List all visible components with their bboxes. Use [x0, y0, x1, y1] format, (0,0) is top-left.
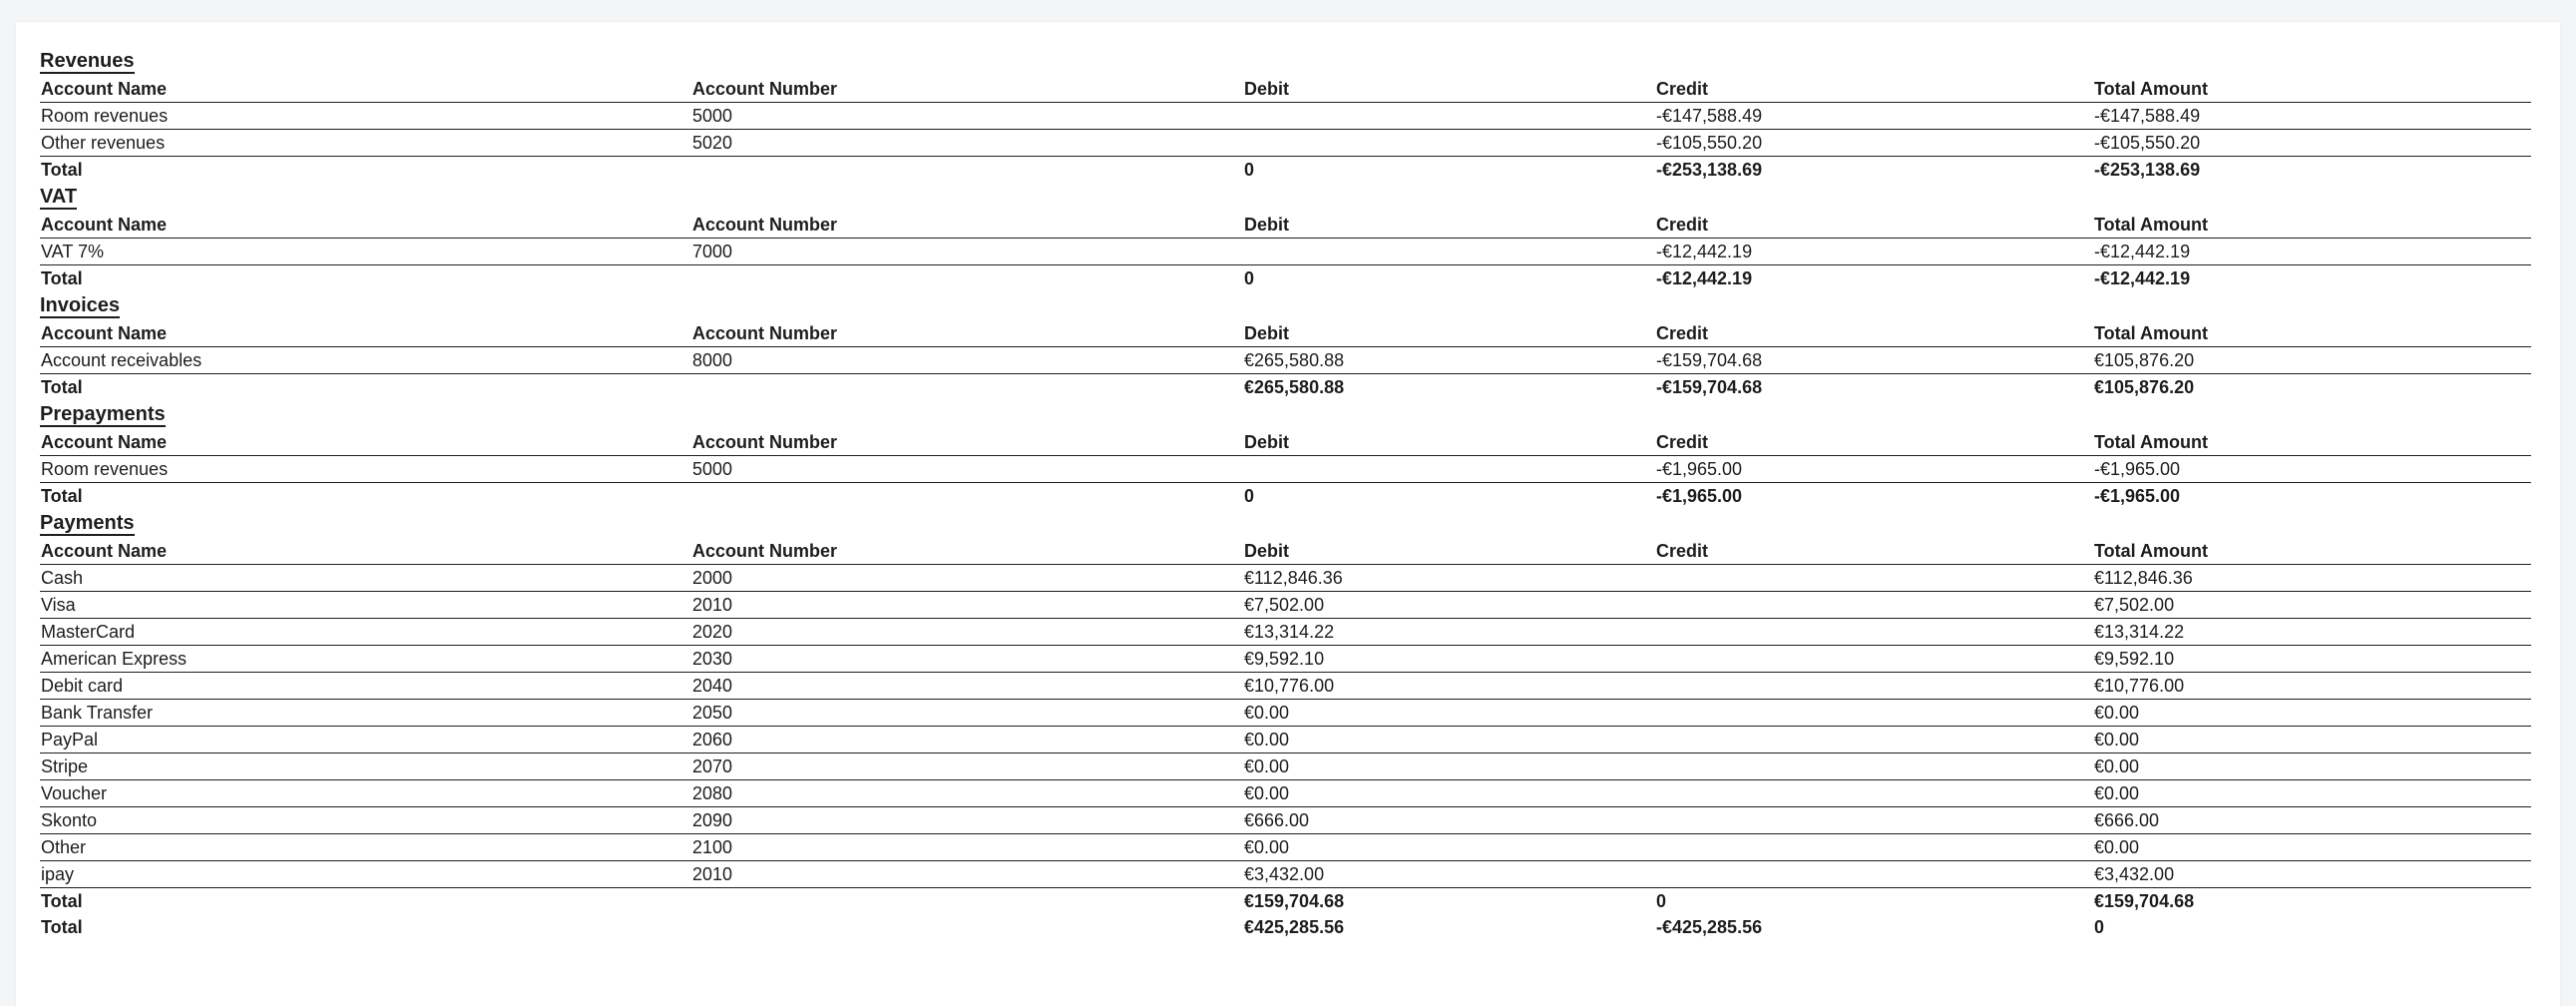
column-header-account-name: Account Name — [40, 429, 691, 456]
cell-account-number: 5000 — [691, 103, 1243, 130]
grand-total-table — [40, 914, 2531, 940]
column-header-debit: Debit — [1243, 429, 1655, 456]
table-row — [40, 130, 2531, 157]
column-header-credit: Credit — [1655, 429, 2093, 456]
cell-account-number: 5020 — [691, 130, 1243, 157]
cell-total-amount: €0.00 — [2093, 754, 2531, 780]
cell-debit: €159,704.68 — [1244, 891, 1345, 911]
cell-debit: €112,846.36 — [1243, 565, 1655, 592]
cell-total-amount: -€12,442.19 — [2094, 268, 2191, 288]
cell-total-amount: €0.00 — [2093, 727, 2531, 754]
column-header-total-amount: Total Amount — [2093, 212, 2531, 239]
cell-credit: -€1,965.00 — [1656, 486, 1743, 506]
cell-total-amount: -€1,965.00 — [2093, 456, 2531, 483]
cell-debit: €0.00 — [1243, 780, 1655, 807]
cell-debit: 0 — [1244, 268, 1255, 288]
cell-account-number — [691, 888, 1243, 915]
section-total-row — [40, 483, 2531, 510]
table-row — [40, 780, 2531, 807]
column-header-credit: Credit — [1655, 538, 2093, 565]
cell-credit: -€105,550.20 — [1655, 130, 2093, 157]
cell-account-name: Account receivables — [40, 347, 691, 374]
cell-account-number — [691, 483, 1243, 510]
cell-debit — [1243, 239, 1655, 265]
cell-debit — [1243, 456, 1655, 483]
column-header-credit: Credit — [1655, 76, 2093, 103]
cell-credit: -€159,704.68 — [1656, 377, 1763, 397]
cell-account-name: Stripe — [40, 754, 691, 780]
cell-debit: 0 — [1244, 160, 1255, 180]
cell-account-name: Total — [41, 268, 83, 288]
section-table-invoices — [40, 320, 2531, 400]
cell-credit: 0 — [1656, 891, 1667, 911]
cell-total-amount: €105,876.20 — [2094, 377, 2195, 397]
table-header-row — [40, 76, 2531, 103]
table-header-row — [40, 538, 2531, 565]
column-header-account-name: Account Name — [40, 320, 691, 347]
table-row — [40, 103, 2531, 130]
cell-account-name: Total — [41, 377, 83, 397]
cell-credit: -€253,138.69 — [1656, 160, 1763, 180]
cell-credit — [1655, 646, 2093, 673]
table-header-row — [40, 212, 2531, 239]
cell-account-name: Visa — [40, 592, 691, 619]
cell-account-name: Bank Transfer — [40, 700, 691, 727]
grand-total-row — [40, 914, 2531, 940]
cell-total-amount: €159,704.68 — [2094, 891, 2195, 911]
cell-account-name: Voucher — [40, 780, 691, 807]
column-header-debit: Debit — [1243, 538, 1655, 565]
cell-account-number — [691, 157, 1243, 184]
cell-account-name: MasterCard — [40, 619, 691, 646]
cell-total-amount: €112,846.36 — [2093, 565, 2531, 592]
column-header-account-name: Account Name — [40, 538, 691, 565]
table-row — [40, 673, 2531, 700]
section-title-prepayments: Prepayments — [40, 403, 166, 425]
column-header-account-number: Account Number — [691, 538, 1243, 565]
cell-credit — [1655, 700, 2093, 727]
section-total-row — [40, 265, 2531, 292]
column-header-credit: Credit — [1655, 212, 2093, 239]
cell-account-name: Room revenues — [40, 456, 691, 483]
cell-account-number: 2080 — [691, 780, 1243, 807]
cell-total-amount: €0.00 — [2093, 780, 2531, 807]
cell-credit — [1655, 807, 2093, 834]
cell-credit — [1655, 592, 2093, 619]
cell-account-name: VAT 7% — [40, 239, 691, 265]
cell-total-amount: €13,314.22 — [2093, 619, 2531, 646]
column-header-account-name: Account Name — [40, 212, 691, 239]
cell-credit — [1655, 834, 2093, 861]
cell-account-name: Total — [41, 486, 83, 506]
cell-account-name: Total — [41, 160, 83, 180]
table-row — [40, 347, 2531, 374]
cell-account-name: Debit card — [40, 673, 691, 700]
cell-debit: €3,432.00 — [1243, 861, 1655, 888]
table-row — [40, 727, 2531, 754]
table-row — [40, 565, 2531, 592]
column-header-debit: Debit — [1243, 320, 1655, 347]
section-title-invoices: Invoices — [40, 294, 121, 316]
column-header-account-name: Account Name — [40, 76, 691, 103]
table-row — [40, 456, 2531, 483]
cell-account-number: 2030 — [691, 646, 1243, 673]
cell-account-number: 2090 — [691, 807, 1243, 834]
section-table-vat — [40, 212, 2531, 291]
cell-total-amount: -€12,442.19 — [2093, 239, 2531, 265]
cell-debit: €13,314.22 — [1243, 619, 1655, 646]
table-row — [40, 619, 2531, 646]
section-table-revenues — [40, 76, 2531, 183]
column-header-total-amount: Total Amount — [2093, 538, 2531, 565]
column-header-credit: Credit — [1655, 320, 2093, 347]
column-header-debit: Debit — [1243, 212, 1655, 239]
section-total-row — [40, 888, 2531, 915]
column-header-account-number: Account Number — [691, 76, 1243, 103]
cell-total-amount: €10,776.00 — [2093, 673, 2531, 700]
cell-account-name: PayPal — [40, 727, 691, 754]
cell-credit: -€1,965.00 — [1655, 456, 2093, 483]
cell-account-number: 2100 — [691, 834, 1243, 861]
column-header-total-amount: Total Amount — [2093, 76, 2531, 103]
cell-account-name: ipay — [40, 861, 691, 888]
cell-account-number: 7000 — [691, 239, 1243, 265]
cell-credit: -€425,285.56 — [1656, 917, 1763, 937]
table-row — [40, 239, 2531, 265]
column-header-account-number: Account Number — [691, 212, 1243, 239]
cell-account-name: American Express — [40, 646, 691, 673]
section-title-revenues: Revenues — [40, 50, 135, 72]
cell-credit — [1655, 754, 2093, 780]
cell-debit: €7,502.00 — [1243, 592, 1655, 619]
report-page — [16, 22, 2560, 1006]
cell-debit: €10,776.00 — [1243, 673, 1655, 700]
cell-account-name: Total — [41, 917, 83, 937]
column-header-debit: Debit — [1243, 76, 1655, 103]
cell-debit: €425,285.56 — [1244, 917, 1345, 937]
cell-credit — [1655, 727, 2093, 754]
cell-account-name: Total — [41, 891, 83, 911]
cell-credit — [1655, 565, 2093, 592]
cell-total-amount: €666.00 — [2093, 807, 2531, 834]
cell-debit: €265,580.88 — [1243, 347, 1655, 374]
cell-account-number: 2010 — [691, 592, 1243, 619]
cell-total-amount: €3,432.00 — [2093, 861, 2531, 888]
table-row — [40, 861, 2531, 888]
cell-total-amount: -€105,550.20 — [2093, 130, 2531, 157]
section-table-payments — [40, 538, 2531, 914]
column-header-total-amount: Total Amount — [2093, 429, 2531, 456]
cell-debit — [1243, 130, 1655, 157]
cell-account-number: 2040 — [691, 673, 1243, 700]
cell-total-amount: -€1,965.00 — [2094, 486, 2181, 506]
cell-account-number: 2070 — [691, 754, 1243, 780]
cell-debit: €666.00 — [1243, 807, 1655, 834]
cell-account-name: Other revenues — [40, 130, 691, 157]
section-title-payments: Payments — [40, 512, 135, 534]
cell-account-number: 2020 — [691, 619, 1243, 646]
cell-account-name: Other — [40, 834, 691, 861]
section-total-row — [40, 157, 2531, 184]
cell-account-number: 2060 — [691, 727, 1243, 754]
table-row — [40, 754, 2531, 780]
cell-credit — [1655, 780, 2093, 807]
section-table-prepayments — [40, 429, 2531, 509]
cell-total-amount: €7,502.00 — [2093, 592, 2531, 619]
cell-account-name: Cash — [40, 565, 691, 592]
cell-credit: -€12,442.19 — [1655, 239, 2093, 265]
cell-debit: €265,580.88 — [1244, 377, 1345, 397]
cell-total-amount: -€147,588.49 — [2093, 103, 2531, 130]
cell-debit: 0 — [1244, 486, 1255, 506]
table-row — [40, 700, 2531, 727]
column-header-account-number: Account Number — [691, 320, 1243, 347]
cell-account-number: 8000 — [691, 347, 1243, 374]
table-header-row — [40, 320, 2531, 347]
cell-account-number — [691, 374, 1243, 401]
cell-credit — [1655, 673, 2093, 700]
cell-account-number: 2050 — [691, 700, 1243, 727]
cell-credit: -€12,442.19 — [1656, 268, 1753, 288]
cell-debit: €0.00 — [1243, 727, 1655, 754]
cell-total-amount: €9,592.10 — [2093, 646, 2531, 673]
table-row — [40, 807, 2531, 834]
cell-account-number — [691, 914, 1243, 940]
cell-total-amount: 0 — [2094, 917, 2105, 937]
cell-account-name: Skonto — [40, 807, 691, 834]
cell-account-name: Room revenues — [40, 103, 691, 130]
accounting-report — [40, 50, 2531, 940]
cell-account-number: 2000 — [691, 565, 1243, 592]
column-header-account-number: Account Number — [691, 429, 1243, 456]
cell-debit: €9,592.10 — [1243, 646, 1655, 673]
cell-total-amount: -€253,138.69 — [2094, 160, 2201, 180]
cell-debit: €0.00 — [1243, 754, 1655, 780]
table-row — [40, 646, 2531, 673]
cell-account-number — [691, 265, 1243, 292]
section-title-vat: VAT — [40, 186, 78, 208]
table-row — [40, 592, 2531, 619]
cell-total-amount: €105,876.20 — [2093, 347, 2531, 374]
cell-debit: €0.00 — [1243, 700, 1655, 727]
table-row — [40, 834, 2531, 861]
cell-credit: -€147,588.49 — [1655, 103, 2093, 130]
table-header-row — [40, 429, 2531, 456]
section-total-row — [40, 374, 2531, 401]
column-header-total-amount: Total Amount — [2093, 320, 2531, 347]
cell-account-number: 2010 — [691, 861, 1243, 888]
cell-account-number: 5000 — [691, 456, 1243, 483]
cell-debit — [1243, 103, 1655, 130]
cell-credit — [1655, 861, 2093, 888]
cell-credit — [1655, 619, 2093, 646]
cell-credit: -€159,704.68 — [1655, 347, 2093, 374]
cell-total-amount: €0.00 — [2093, 834, 2531, 861]
cell-total-amount: €0.00 — [2093, 700, 2531, 727]
cell-debit: €0.00 — [1243, 834, 1655, 861]
